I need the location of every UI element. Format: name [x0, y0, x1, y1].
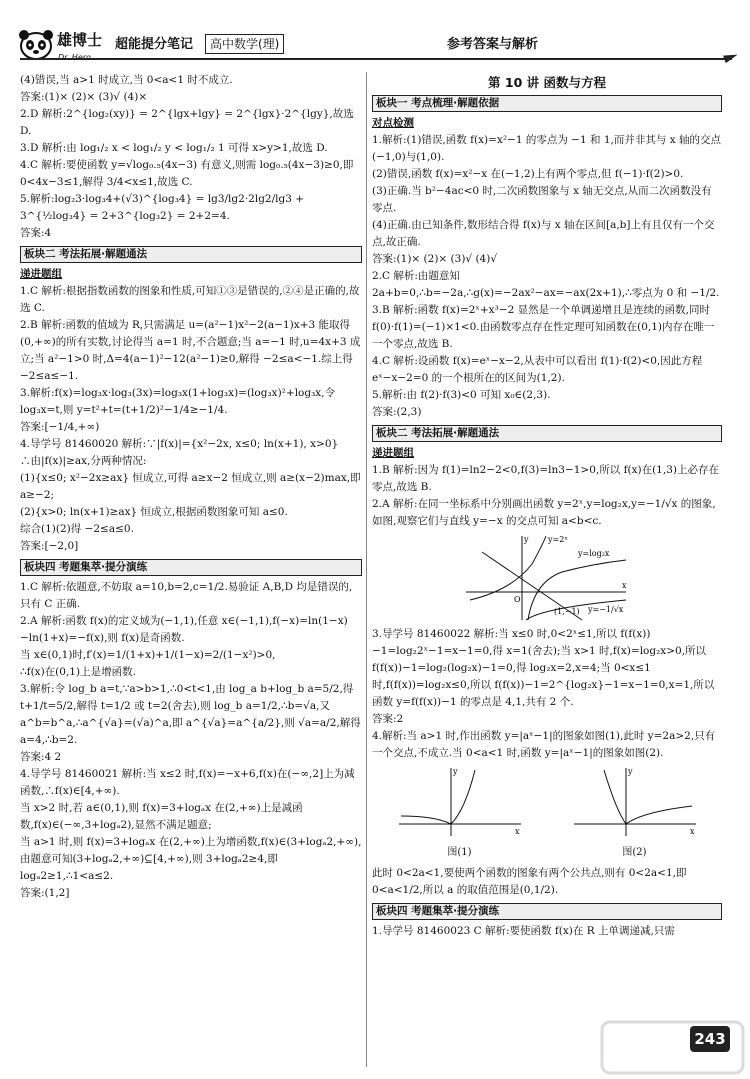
graph-label: x: [622, 581, 627, 590]
answer-line: 答案:(1)× (2)× (3)√ (4)×: [20, 91, 148, 103]
function-graph-abs-1: [395, 766, 525, 838]
answers-title: 参考答案与解析: [447, 37, 539, 52]
series-title: 超能提分笔记: [115, 37, 194, 52]
graph-label: (1,−1): [554, 607, 580, 616]
answer-line: (4)正确.由已知条件,数形结合得 f(x)与 x 轴在区间[a,b]上有且仅有一个交点,故正确.: [372, 219, 715, 248]
subsection-heading: 递进题组: [20, 268, 62, 280]
subsection-heading: 递进题组: [372, 447, 414, 459]
right-column: [372, 72, 722, 940]
pen-tip-icon: [723, 51, 739, 63]
section-heading: 板块二 考法拓展·解题通法: [372, 425, 722, 442]
answer-line: 1.B 解析:因为 f(1)=ln2−2<0,f(3)=ln3−1>0,所以 f(x)在(1,3)上必存在零点,故选 B.: [372, 464, 719, 493]
answer-line: 答案:2: [372, 713, 404, 725]
graph-label: x: [514, 827, 520, 836]
answer-line: 3.D 解析:由 log₁/₂ x < log₁/₂ y < log₁/₂ 1 可得 x>y>1,故选 D.: [20, 142, 328, 154]
answer-line: 答案:(1)× (2)× (3)√ (4)√: [372, 253, 498, 265]
answer-line: 5.解析:由 f(2)·f(3)<0 可知 x₀∈(2,3).: [372, 389, 551, 401]
answer-line: 4.导学号 81460021 解析:当 x≤2 时,f(x)=−x+6,f(x)在(−∞,2]上为减函数,∴f(x)∈[4,+∞).: [20, 768, 355, 797]
answer-line: 当 x>2 时,若 a∈(0,1),则 f(x)=3+logₐx 在(2,+∞)上是减函数,f(x)∈(−∞,3+logₐ2),显然不满足题意;: [20, 802, 303, 831]
function-graph-abs-2: [570, 766, 700, 838]
answer-line: 3.B 解析:函数 f(x)=2ˣ+x³−2 显然是一个单调递增且是连续的函数,同时 f(0)·f(1)=(−1)×1<0.由函数零点存在性定理可知函数在(0,1)内存在唯一一个零点,故选 B.: [372, 304, 715, 350]
answer-line: 此时 0<2a<1,要使两个函数的图象有两个公共点,则有 0<2a<1,即 0<a<1/2,所以 a 的取值范围是(0,1/2).: [372, 867, 687, 896]
section-heading: 板块四 考题集萃·提分演练: [20, 559, 362, 576]
page-header: [0, 0, 750, 62]
function-graph-1: [462, 534, 632, 622]
answer-line: (4)错误,当 a>1 时成立,当 0<a<1 时不成立.: [20, 74, 233, 86]
section-heading: 板块二 考法拓展·解题通法: [20, 246, 362, 263]
answer-line: 4.C 解析:设函数 f(x)=eˣ−x−2,从表中可以看出 f(1)·f(2)<0,因此方程 eˣ−x−2=0 的一个根所在的区间为(1,2).: [372, 355, 703, 384]
right-block-4: [372, 865, 722, 899]
left-block-1: [20, 72, 362, 242]
answer-line: 1.解析:(1)错误,函数 f(x)=x²−1 的零点为 −1 和 1,而并非其与 x 轴的交点(−1,0)与(1,0).: [372, 134, 721, 163]
section-heading: 板块四 考题集萃·提分演练: [372, 903, 722, 920]
answer-line: 答案:4 2: [20, 751, 62, 763]
answer-line: 答案:[−2,0]: [20, 540, 79, 552]
subsection-heading: 对点检测: [372, 117, 414, 129]
answer-line: 3.解析:f(x)=log₃x·log₃(3x)=log₃x(1+log₃x)=(log₃x)²+log₃x,令 log₃x=t,则 y=t²+t=(t+1/2)²−1/4≥−1/4.: [20, 387, 336, 416]
answer-line: (3)正确.当 b²−4ac<0 时,二次函数图象与 x 轴无交点,从而二次函数没有零点.: [372, 185, 712, 214]
answer-line: (2)错误,函数 f(x)=x²−x 在(−1,2)上有两个零点,但 f(−1)·f(2)>0.: [372, 168, 684, 180]
graph-1-wrap: [395, 766, 525, 861]
panda-logo-icon: [18, 30, 54, 60]
answer-line: 3.导学号 81460022 解析:当 x≤0 时,0<2ˣ≤1,所以 f(f(x))−1=log₂2ˣ−1=x−1=0,得 x=1(舍去);当 x>1 时,f(x)=log₂x>0,所以 f(f(x))−1=log₂(log₂x)−1=0,得 log₂x=2,x=4;当 0<x≤1 时,f(f(x))=log₂x≤0,所以 f(f(x))−1=2^{log₂x}−1=x−1=0,x=1,所以函数 y=f(f(x))−1 的零点是 4,1,共有 2 个.: [372, 628, 715, 708]
answer-line: 综合(1)(2)得 −2≤a≤0.: [20, 523, 134, 535]
graphs-row: [372, 766, 722, 861]
graph-caption: 图(1): [447, 847, 472, 858]
answer-line: 1.导学号 81460023 C 解析:要使函数 f(x)在 R 上单调递减,只需: [372, 925, 675, 937]
graph-label: x: [689, 827, 695, 836]
graph-label: y=log₂x: [578, 549, 610, 558]
answer-line: 2.D 解析:2^{log₂(xy)} = 2^{lgx+lgy} = 2^{lgx}·2^{lgy},故选 D.: [20, 108, 354, 137]
column-divider: [366, 72, 367, 1067]
graph-label: O: [514, 595, 521, 604]
answer-line: 4.C 解析:要使函数 y=√log₀.₅(4x−3) 有意义,则需 log₀.₅(4x−3)≥0,即 0<4x−3≤1,解得 3/4<x≤1,故选 C.: [20, 159, 354, 188]
graph-caption: 图(2): [622, 847, 647, 858]
right-block-2: [372, 462, 722, 530]
answer-line: (1){x≤0; x²−2x≥ax} 恒成立,可得 a≥x−2 恒成立,则 a≥(x−2)max,即 a≥−2;: [20, 472, 361, 501]
answer-line: 当 a>1 时,则 f(x)=3+logₐx 在(2,+∞)上为增函数,f(x)∈(3+logₐ2,+∞),由题意可知(3+logₐ2,+∞)⊆[4,+∞),则 3+logₐ2≥4,即 logₐ2≥1,∴1<a≤2.: [20, 836, 362, 882]
answer-line: 答案:4: [20, 227, 52, 239]
answer-line: 答案:[−1/4,+∞): [20, 421, 100, 433]
answer-line: 5.解析:log₂3·log₃4+(√3)^{log₃4} = lg3/lg2·2lg2/lg3 + 3^{½log₃4} = 2+3^{log₃2} = 2+2=4.: [20, 193, 305, 222]
page-number: 243: [690, 1026, 730, 1052]
left-block-4: [20, 579, 362, 902]
answer-line: 1.C 解析:依题意,不妨取 a=10,b=2,c=1/2.易验证 A,B,D 均是错误的,只有 C 正确.: [20, 581, 353, 610]
answer-line: 当 x∈(0,1)时,f′(x)=1/(1+x)+1/(1−x)=2/(1−x²)>0,: [20, 649, 276, 661]
answer-line: ∴f(x)在(0,1)上是增函数.: [20, 666, 136, 678]
brand-name: 雄博士: [57, 31, 103, 49]
graph-label: y=−1/√x: [588, 605, 624, 614]
answer-line: 答案:(2,3): [372, 406, 422, 418]
answer-line: 2.B 解析:函数的值域为 R,只需满足 u=(a²−1)x²−2(a−1)x+3 能取得(0,+∞)的所有实数,讨论得当 a=1 时,不合题意;当 a=−1 时,u=4x+3 成立;当 a²−1>0 时,Δ=4(a−1)²−12(a²−1)≥0,解得 −2≤a<−1.综上得 −2≤a≤−1.: [20, 319, 361, 382]
graph-label: y: [524, 535, 529, 544]
right-block-1: [372, 132, 722, 421]
left-column: [20, 72, 362, 902]
graph-label: y: [452, 767, 458, 776]
answer-line: 2.A 解析:在同一坐标系中分别画出函数 y=2ˣ,y=log₂x,y=−1/√x 的图象,如图,观察它们与直线 y=−x 的交点可知 a<b<c.: [372, 498, 716, 527]
answer-line: 4.导学号 81460020 解析:∵|f(x)|={x²−2x, x≤0; ln(x+1), x>0}: [20, 438, 339, 450]
header-rule: [20, 58, 732, 60]
graph-label: y: [627, 767, 633, 776]
answer-line: 4.解析:当 a>1 时,作出函数 y=|aˣ−1|的图象如图(1),此时 y=2a>2,只有一个交点,不成立.当 0<a<1 时,函数 y=|aˣ−1|的图象如图(2).: [372, 730, 716, 759]
answer-line: (2){x>0; ln(x+1)≥ax} 恒成立,根据函数图象可知 a≤0.: [20, 506, 288, 518]
answer-line: 答案:(1,2]: [20, 887, 70, 899]
answer-line: 2.A 解析:函数 f(x)的定义域为(−1,1),任意 x∈(−1,1),f(−x)=ln(1−x)−ln(1+x)=−f(x),则 f(x)是奇函数.: [20, 615, 348, 644]
right-block-3: [372, 626, 722, 762]
left-block-2: [20, 283, 362, 555]
answer-line: 3.解析:令 log_b a=t,∵a>b>1,∴0<t<1,由 log_a b+log_b a=5/2,得 t+1/t=5/2,解得 t=1/2 或 t=2(舍去),则 log_b a=1/2,∴b=√a,又 a^b=b^a,∴a^{√a}=(√a)^a,即 a^{√a}=a^{a/2},则 √a=a/2,解得 a=4,∴b=2.: [20, 683, 361, 746]
right-block-5: [372, 923, 722, 940]
subject-label: 高中数学(理): [205, 34, 284, 54]
answer-line: ∴由|f(x)|≥ax,分两种情况:: [20, 455, 147, 467]
graph-label: y=2ˣ: [548, 535, 568, 544]
answer-line: 1.C 解析:根据指数函数的图象和性质,可知①③是错误的,②④是正确的,故选 C.: [20, 285, 360, 314]
answer-line: 2.C 解析:由题意知 2a+b=0,∴b=−2a,∴g(x)=−2ax²−ax=−ax(2x+1),∴零点为 0 和 −1/2.: [372, 270, 720, 299]
lecture-title: 第 10 讲 函数与方程: [488, 75, 606, 90]
graph-2-wrap: [570, 766, 700, 861]
section-heading: 板块一 考点梳理·解题依据: [372, 95, 722, 112]
